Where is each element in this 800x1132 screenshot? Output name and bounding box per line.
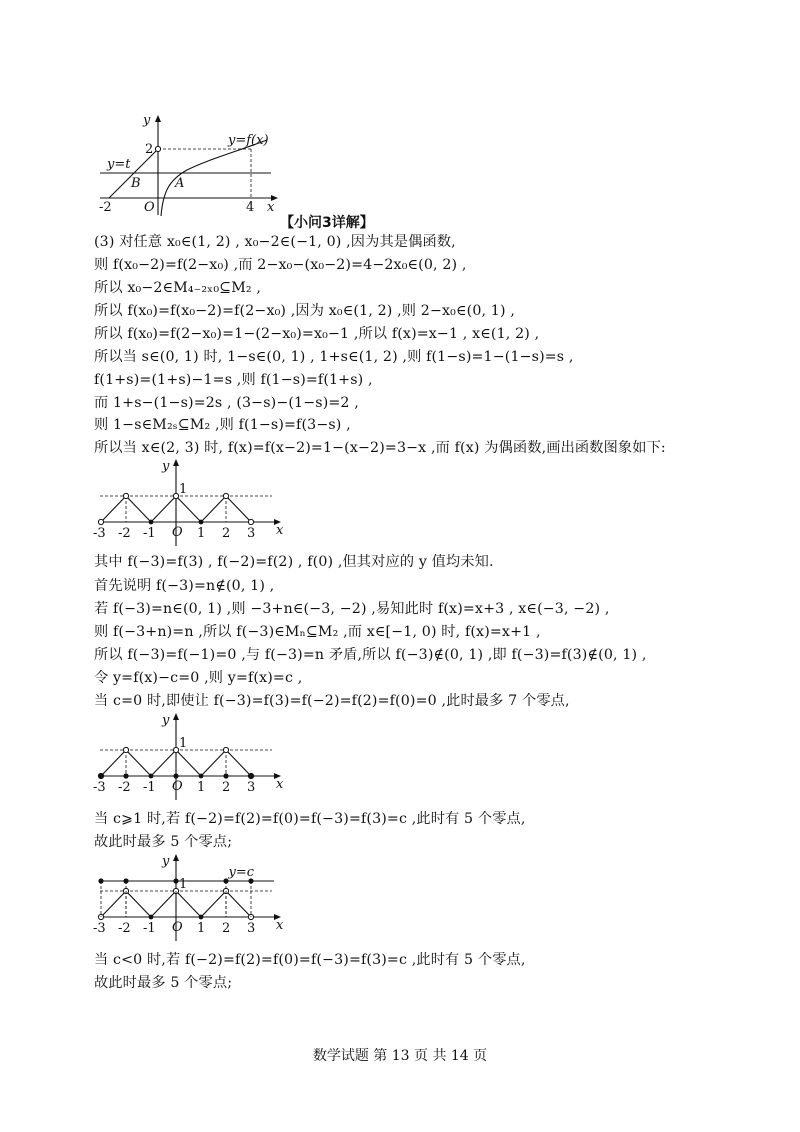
label-y-equals-t: y=t xyxy=(107,157,131,172)
open-point xyxy=(223,747,228,752)
text-line-10: 所以当 x∈(2, 3) 时, f(x)=f(x−2)=1−(x−2)=3−x ,而 f(x) 为偶函数,画出函数图象如下: xyxy=(94,440,666,456)
zigzag-graph-2 xyxy=(93,710,288,802)
label-y: y xyxy=(143,113,151,128)
zigzag-graph-1 xyxy=(93,456,288,548)
zigzag-segment xyxy=(226,750,251,776)
zigzag-segment xyxy=(201,891,226,917)
solid-point-on-axis xyxy=(223,773,228,778)
label-y-equals-c: y=c xyxy=(228,865,255,880)
solid-point xyxy=(149,520,154,525)
tick-label: 3 xyxy=(247,780,256,795)
tick-label: 3 xyxy=(247,526,256,541)
y-axis-arrow xyxy=(155,115,161,122)
tick-label: 1 xyxy=(197,780,206,795)
tick-label: -1 xyxy=(143,780,156,795)
label-O: O xyxy=(172,779,183,794)
zigzag-segment xyxy=(176,891,201,917)
open-point xyxy=(173,747,178,752)
zigzag-graph-3 xyxy=(93,851,288,943)
text-line-6: 所以当 s∈(0, 1) 时, 1−s∈(0, 1) , 1+s∈(1, 2) ,则 f(1−s)=1−(1−s)=s , xyxy=(94,349,574,365)
text-line-9: 则 1−s∈M₂ₛ⊆M₂ ,则 f(1−s)=f(3−s) , xyxy=(94,417,351,433)
zigzag-segment xyxy=(151,496,176,522)
open-point-0-2 xyxy=(155,146,160,151)
label-B: B xyxy=(131,176,141,191)
section-heading: 【小问3详解】 xyxy=(280,215,374,231)
text-line-14: 则 f(−3+n)=n ,所以 f(−3)∈Mₙ⊆M₂ ,而 x∈[−1, 0) 时, f(x)=x+1 , xyxy=(94,624,541,640)
text-line-15: 所以 f(−3)=f(−1)=0 ,与 f(−3)=n 矛盾,所以 f(−3)∉(0, 1) ,即 f(−3)=f(3)∉(0, 1) , xyxy=(94,647,647,663)
zigzag-segment xyxy=(226,496,251,522)
text-line-8: 而 1+s−(1−s)=2s , (3−s)−(1−s)=2 , xyxy=(94,395,359,411)
solid-point-on-axis xyxy=(173,773,178,778)
tick-label: -2 xyxy=(118,780,131,795)
tick-label: 2 xyxy=(222,526,231,541)
solid-point xyxy=(149,774,154,779)
text-line-3: 所以 x₀−2∈M₄₋₂ₓ₀⊆M₂ , xyxy=(94,280,262,296)
tick-label: -3 xyxy=(93,780,106,795)
text-line-16: 令 y=f(x)−c=0 ,则 y=f(x)=c , xyxy=(94,670,303,686)
label-x: x xyxy=(276,777,284,792)
text-line-20: 当 c<0 时,若 f(−2)=f(2)=f(0)=f(−3)=f(3)=c ,此时有 5 个零点, xyxy=(94,952,526,968)
label-x: x xyxy=(276,918,284,933)
solid-point-on-axis xyxy=(248,773,253,778)
solid-point xyxy=(149,915,154,920)
text-line-11: 其中 f(−3)=f(3) , f(−2)=f(2) , f(0) ,但其对应的 y 值均未知. xyxy=(94,554,494,570)
zigzag-segment xyxy=(176,496,201,522)
tick-label: 3 xyxy=(247,921,256,936)
text-line-13: 若 f(−3)=n∈(0, 1) ,则 −3+n∈(−3, −2) ,易知此时 f(x)=x+3 , x∈(−3, −2) , xyxy=(94,601,610,617)
tick-label: -3 xyxy=(93,921,106,936)
text-line-4: 所以 f(x₀)=f(x₀−2)=f(2−x₀) ,因为 x₀∈(1, 2) ,则 2−x₀∈(0, 1) , xyxy=(94,303,515,319)
tick-label: -1 xyxy=(143,921,156,936)
solid-point xyxy=(199,774,204,779)
tick-label: -3 xyxy=(93,526,106,541)
text-line-5: 所以 f(x₀)=f(2−x₀)=1−(2−x₀)=x₀−1 ,所以 f(x)=x−1 , x∈(1, 2) , xyxy=(94,326,540,342)
solid-point-on-axis xyxy=(98,773,103,778)
text-line-17: 当 c=0 时,即使让 f(−3)=f(3)=f(−2)=f(2)=f(0)=0 ,此时最多 7 个零点, xyxy=(94,693,570,709)
open-point xyxy=(98,519,103,524)
zigzag-segment xyxy=(101,891,126,917)
text-line-1: (3) 对任意 x₀∈(1, 2) , x₀−2∈(−1, 0) ,因为其是偶函数, xyxy=(94,234,456,250)
label-O: O xyxy=(144,200,155,215)
label-x: x xyxy=(276,523,284,538)
open-point xyxy=(173,493,178,498)
label-4: 4 xyxy=(246,200,255,215)
label-1: 1 xyxy=(179,482,188,497)
open-point xyxy=(123,747,128,752)
y-axis-arrow xyxy=(173,854,179,861)
page-footer: 数学试题 第 13 页 共 14 页 xyxy=(312,1048,488,1064)
text-line-18: 当 c⩾1 时,若 f(−2)=f(2)=f(0)=f(−3)=f(3)=c ,此时有 5 个零点, xyxy=(94,811,526,827)
solid-point xyxy=(199,915,204,920)
label-O: O xyxy=(172,525,183,540)
label-y: y xyxy=(162,713,170,728)
zigzag-graph-2-body xyxy=(93,713,284,800)
solid-point xyxy=(199,520,204,525)
tick-label: 2 xyxy=(222,780,231,795)
tick-label: -1 xyxy=(143,526,156,541)
y-axis-arrow xyxy=(173,713,179,720)
open-point xyxy=(248,519,253,524)
tick-label: 1 xyxy=(197,921,206,936)
tick-label: 1 xyxy=(197,526,206,541)
label-A: A xyxy=(175,176,185,191)
label-y-equals-fx: y=f(x) xyxy=(228,133,269,148)
zigzag-segment xyxy=(126,496,151,522)
text-line-19: 故此时最多 5 个零点; xyxy=(94,834,233,850)
zigzag-segment xyxy=(101,496,126,522)
tick-label: -2 xyxy=(118,526,131,541)
text-line-12: 首先说明 f(−3)=n∉(0, 1) , xyxy=(94,578,275,594)
zigzag-segment xyxy=(126,891,151,917)
zigzag-segment xyxy=(101,750,126,776)
label-O: O xyxy=(172,920,183,935)
text-line-7: f(1+s)=(1+s)−1=s ,则 f(1−s)=f(1+s) , xyxy=(94,372,373,388)
zigzag-segment xyxy=(201,496,226,522)
tick-label: 2 xyxy=(222,921,231,936)
label-1: 1 xyxy=(179,877,188,892)
text-line-2: 则 f(x₀−2)=f(2−x₀) ,而 2−x₀−(x₀−2)=4−2x₀∈(0, 2) , xyxy=(94,257,467,273)
open-point xyxy=(223,493,228,498)
label-2: 2 xyxy=(145,142,154,157)
zigzag-segment xyxy=(151,750,176,776)
zigzag-segment xyxy=(151,891,176,917)
zigzag-graph-1-body xyxy=(93,459,284,546)
label-y: y xyxy=(162,854,170,869)
tick-label: -2 xyxy=(118,921,131,936)
text-line-21: 故此时最多 5 个零点; xyxy=(94,975,233,991)
label-x: x xyxy=(267,200,275,215)
y-axis-arrow xyxy=(173,459,179,466)
label-y: y xyxy=(162,459,170,474)
zigzag-segment xyxy=(201,750,226,776)
open-point xyxy=(123,493,128,498)
label-1: 1 xyxy=(179,736,188,751)
zigzag-segment xyxy=(226,891,251,917)
zigzag-graph-3-body xyxy=(93,854,284,941)
zigzag-segment xyxy=(126,750,151,776)
label-minus-2: -2 xyxy=(99,200,112,215)
solid-point-on-axis xyxy=(123,773,128,778)
figure-1-graph xyxy=(95,112,285,217)
zigzag-segment xyxy=(176,750,201,776)
